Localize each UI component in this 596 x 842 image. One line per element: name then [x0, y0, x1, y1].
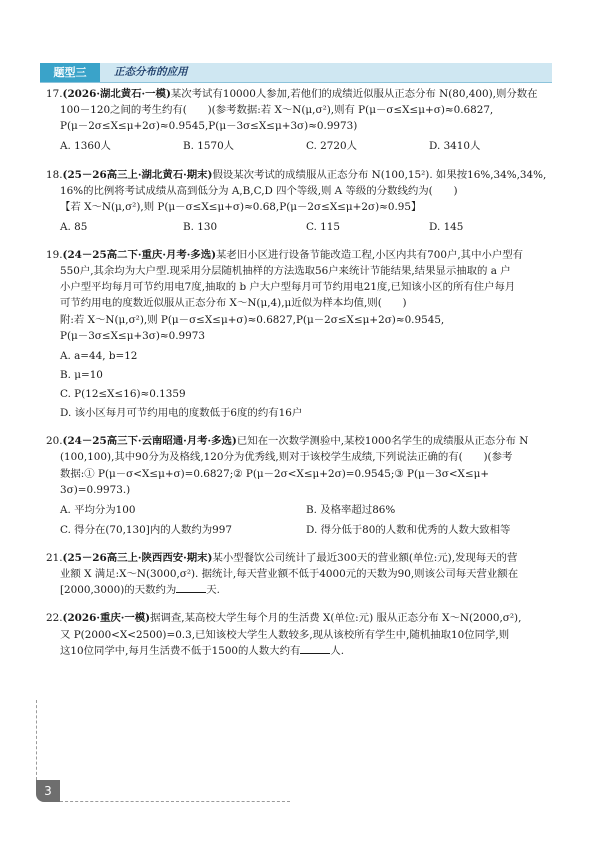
question-text: 550户,其余均为大户型.现采用分层随机抽样的方法选取56户来统计节能结果,结果显示抽取的 a 户	[60, 265, 511, 278]
option-a[interactable]: A. 1360人	[60, 140, 111, 153]
option-d[interactable]: D. 得分低于80的人数和优秀的人数大致相等	[306, 523, 511, 536]
question-18	[46, 167, 552, 236]
question-text: 【若 X～N(μ,σ²),则 P(μ－σ≤X≤μ+σ)≈0.68,P(μ－2σ≤X≤μ+2σ)≈0.95】	[60, 200, 422, 213]
question-number: 17.	[46, 88, 63, 100]
question-source: (24－25高三下·云南昭通·月考·多选)	[62, 435, 237, 448]
option-b[interactable]: B. μ=10	[60, 368, 103, 381]
question-text: 某小型餐饮公司统计了最近300天的营业额(单位:元),发现每天的营	[212, 552, 518, 564]
option-b[interactable]: B. 及格率超过86%	[306, 503, 396, 516]
question-19	[46, 247, 552, 421]
question-text: 人.	[330, 644, 345, 657]
option-c[interactable]: C. P(12≤X≤16)≈0.1359	[60, 388, 186, 400]
option-c[interactable]: C. 得分在(70,130]内的人数约为997	[60, 523, 232, 536]
question-number: 18.	[46, 168, 63, 181]
option-c[interactable]: C. 2720人	[306, 140, 358, 153]
question-number: 21.	[46, 552, 63, 564]
question-text: 已知在一次数学测验中,某校1000名学生的成绩服从正态分布 N	[236, 435, 529, 448]
options	[46, 348, 552, 422]
question-source: (24－25高二下·重庆·月考·多选)	[62, 249, 217, 261]
question-text: 又 P(2000<X<2500)=0.3,已知该校大学生人数较多,现从该校所有学生中,随机抽取10位同学,则	[60, 628, 510, 641]
question-number: 22.	[46, 612, 63, 625]
section-header	[40, 63, 552, 83]
option-a[interactable]: A. a=44, b=12	[60, 349, 138, 362]
answer-blank[interactable]	[176, 582, 206, 593]
question-text: 数据:① P(μ－σ<X≤μ+σ)=0.6827;② P(μ－2σ<X≤μ+2σ)=0.9545;③ P(μ－3σ<X≤μ+	[60, 467, 490, 480]
question-17	[46, 86, 552, 155]
question-text: 3σ)=0.9973.)	[60, 483, 131, 496]
question-source: (2026·重庆·一模)	[62, 612, 151, 625]
page-number: 3	[36, 780, 60, 802]
question-text: 天.	[206, 584, 220, 597]
question-text: P(μ－3σ≤X≤μ+3σ)≈0.9973	[60, 329, 205, 342]
options	[46, 138, 552, 154]
question-text: 可节约用电的度数近似服从正态分布 X～N(μ,4),μ近似为样本均值,则( )	[60, 297, 407, 310]
option-a[interactable]: A. 平均分为100	[60, 503, 136, 516]
options	[46, 502, 552, 538]
question-21	[46, 550, 552, 598]
question-text: 业额 X 满足:X～N(3000,σ²). 据统计,每天营业额不低于4000元的天数为90,则该公司每天营业额在	[60, 568, 519, 581]
section-title: 正态分布的应用	[114, 66, 188, 78]
option-a[interactable]: A. 85	[60, 220, 88, 233]
option-c[interactable]: C. 115	[306, 220, 341, 233]
question-text: 这10位同学中,每月生活费不低于1500的人数大约有	[60, 644, 301, 657]
question-source: (2026·湖北黄石·一模)	[62, 88, 171, 100]
answer-blank[interactable]	[300, 643, 330, 654]
question-source: (25－26高三上·湖北黄石·期末)	[62, 168, 213, 181]
question-text: 100－120之间的考生约有( )(参考数据:若 X～N(μ,σ²),则有 P(μ－σ≤X≤μ+σ)≈0.6827,	[60, 104, 494, 117]
option-d[interactable]: D. 145	[429, 220, 464, 233]
question-number: 20.	[46, 435, 63, 448]
question-source: (25－26高三上·陕西西安·期末)	[62, 552, 213, 564]
question-text: 16%的比例将考试成绩从高到低分为 A,B,C,D 四个等级,则 A 等级的分数线约为( )	[60, 184, 458, 197]
option-b[interactable]: B. 1570人	[183, 140, 235, 153]
section-tag: 题型三	[40, 63, 100, 82]
question-22	[46, 610, 552, 658]
question-text: 假设某次考试的成绩服从正态分布 N(100,15²). 如果按16%,34%,34%,	[212, 168, 547, 181]
question-list	[46, 86, 552, 671]
question-20	[46, 433, 552, 538]
question-text: 某次考试有10000人参加,若他们的成绩近似服从正态分布 N(80,400),则分数在	[170, 88, 538, 100]
question-text: 某老旧小区进行设备节能改造工程,小区内共有700户,其中小户型有	[216, 249, 524, 261]
question-text: P(μ－2σ≤X≤μ+2σ)≈0.9545,P(μ－3σ≤X≤μ+3σ)≈0.9973)	[60, 120, 358, 133]
page-border-dashed	[36, 700, 37, 780]
option-d[interactable]: D. 该小区每月可节约用电的度数低于6度的约有16户	[60, 407, 303, 420]
question-text: 据调查,某高校大学生每个月的生活费 X(单位:元) 服从正态分布 X～N(2000,σ²),	[150, 612, 522, 625]
question-text: [2000,3000)的天数约为	[60, 584, 177, 597]
question-text: 小户型平均每月可节约用电7度,抽取的 b 户大户型每月可节约用电21度,已知该小区的所有住户每月	[60, 281, 516, 294]
options	[46, 219, 552, 235]
option-d[interactable]: D. 3410人	[429, 140, 481, 153]
question-text: 附:若 X～N(μ,σ²),则 P(μ－σ≤X≤μ+σ)≈0.6827,P(μ－2σ≤X≤μ+2σ)≈0.9545,	[60, 313, 445, 326]
page-border-dashed	[60, 801, 290, 802]
question-number: 19.	[46, 249, 63, 261]
question-text: (100,100),其中90分为及格线,120分为优秀线,则对于该校学生成绩,下列说法正确的有( )(参考	[60, 451, 513, 464]
option-b[interactable]: B. 130	[183, 220, 218, 233]
